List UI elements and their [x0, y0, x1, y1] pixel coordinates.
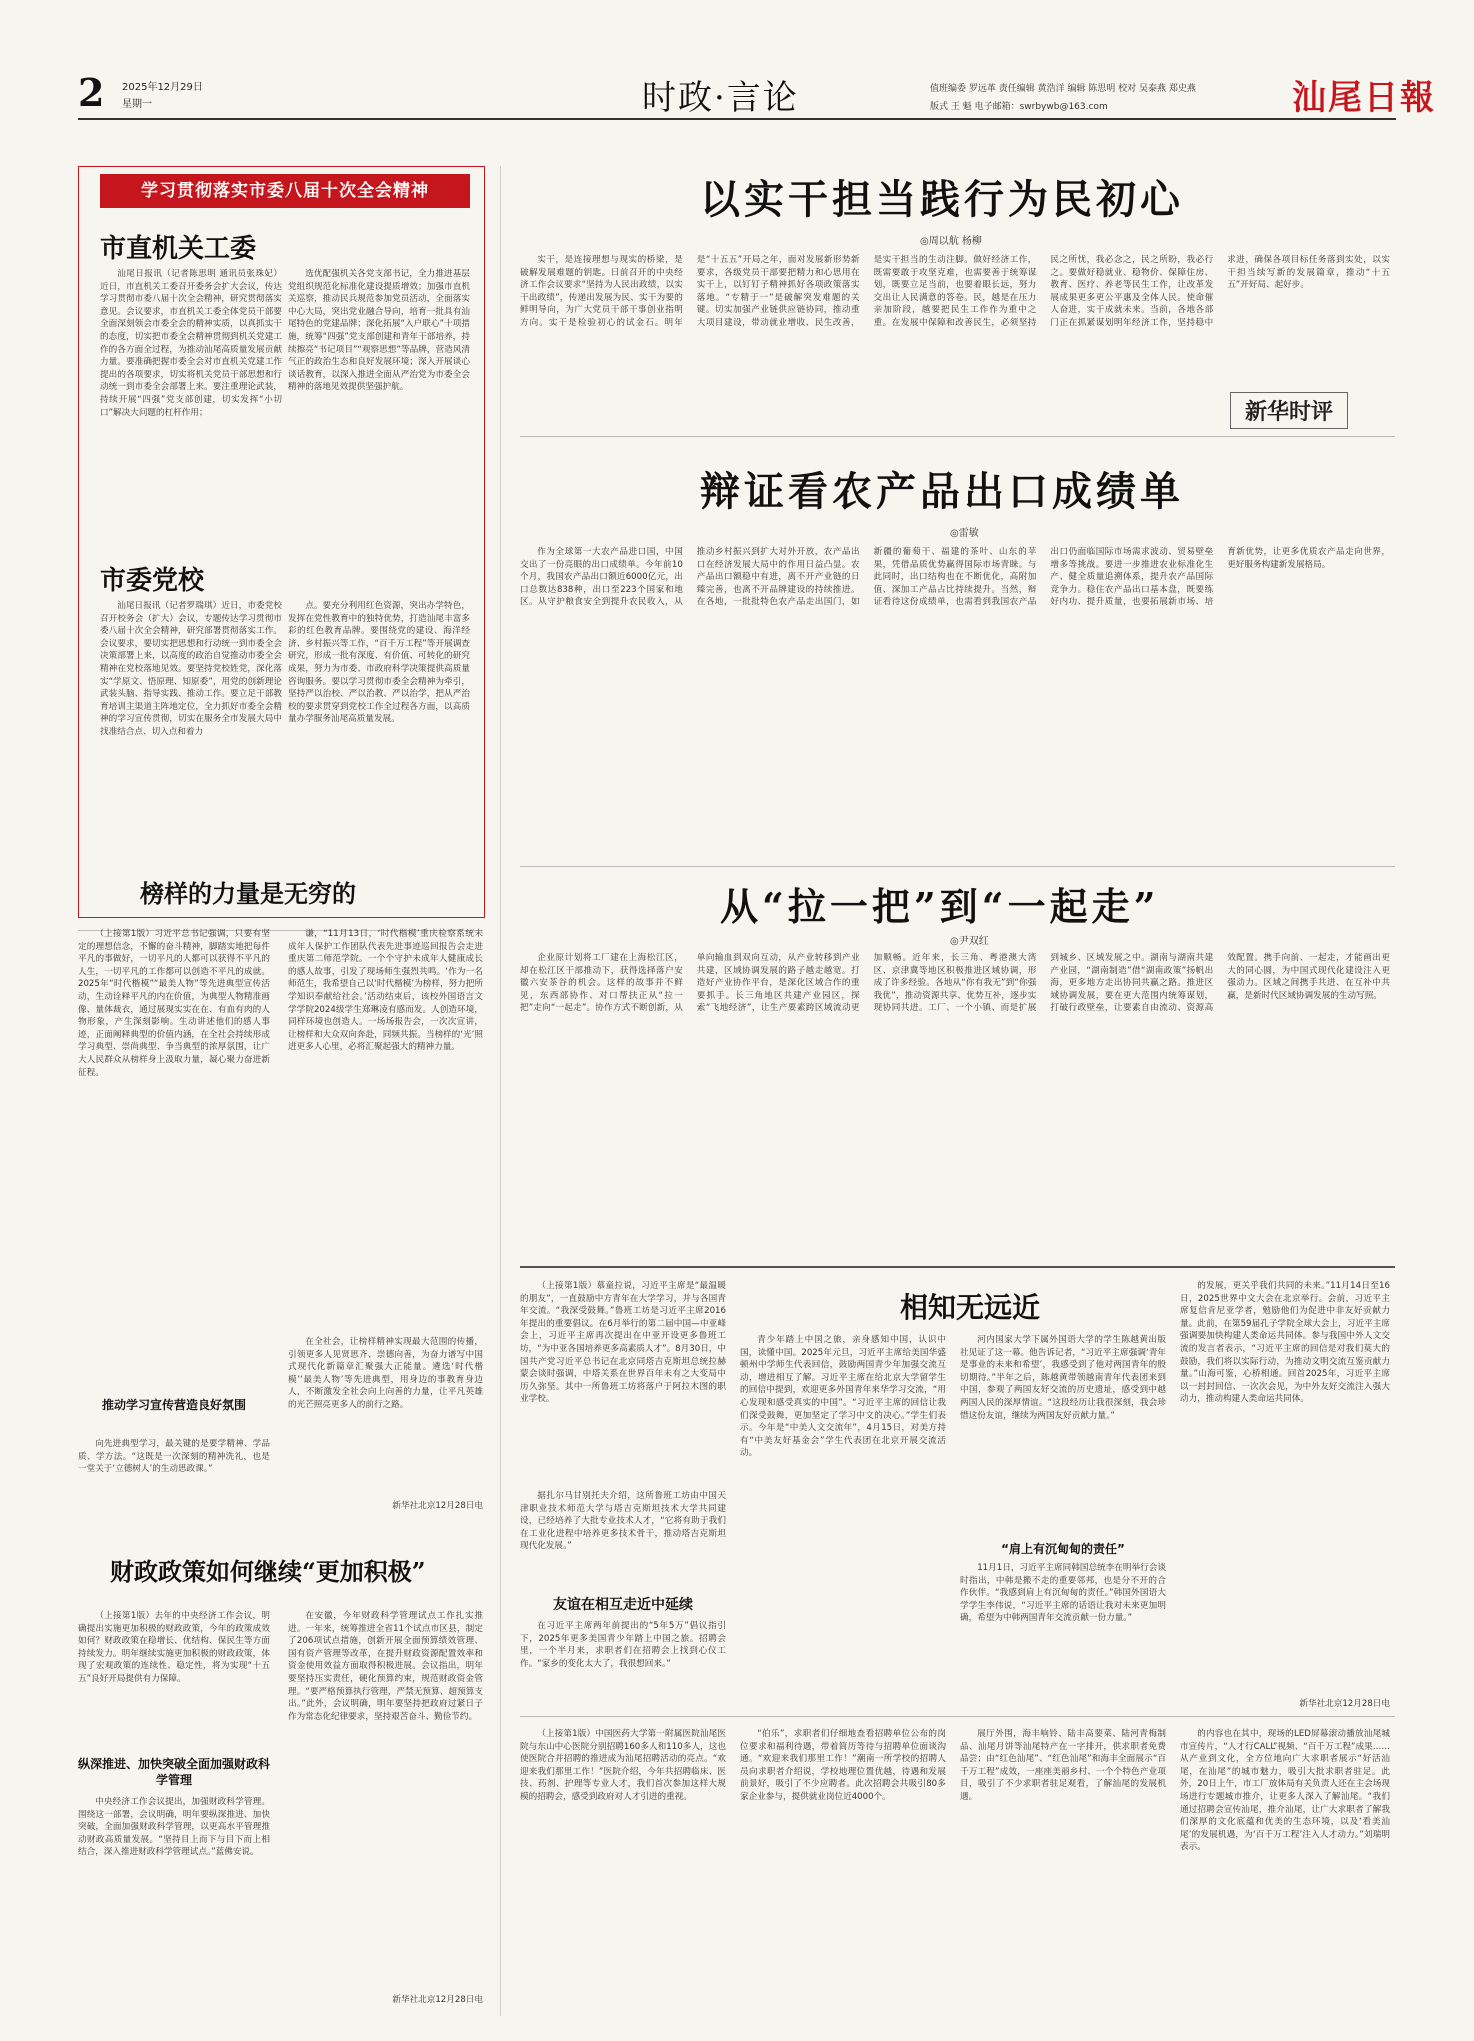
feature-banner: 学习贯彻落实市委八届十次全会精神	[100, 174, 470, 208]
commentary-byline-1: ◎周以航 杨柳	[920, 236, 982, 247]
divider	[520, 436, 1395, 437]
issue-date: 2025年12月29日	[122, 82, 203, 93]
article-bangyang-col1: （上接第1版）习近平总书记强调，只要有坚定的理想信念，不懈的奋斗精神，脚踏实地把每件平凡的事做好，一切平凡的人都可以获得不平凡的人生，一切平凡的工作都可以创造不平凡的成就。2025年“时代楷模”“最美人物”等先进典型宣传活动，生动诠释平凡的内在价值，为典型人物精准画像、量体裁衣，通过展现实实在在、有血有肉的人物形象，产生深刻影响。生动讲述他们的感人事迹，正面阐释典型的价值内涵，在全社会持续形成学习典型、崇尚典型、争当典型的浓厚氛围，让广大人民群众从榜样身上汲取力量，凝心聚力奋进新征程。	[78, 929, 270, 1078]
article-bangyang-col1b: 向先进典型学习，最关键的是要学精神、学品质、学方法。“这既是一次深刻的精神洗礼，也是一堂关于‘立德树人’的生动思政课。”	[78, 1439, 270, 1475]
editor-credits	[930, 80, 1270, 116]
credits-line-1: 值班编委 罗远革 责任编辑 黄浩洋 编辑 陈思明 校对 吴泰燕 郑史燕	[930, 84, 1196, 94]
article-caizheng-col2: 在安徽，今年财政科学管理试点工作扎实推进。一年来，统筹推进全省11个试点市区县，制定了206项试点措施，创新开展全面预算绩效管理、国有资产管理等改革，在提升财政资源配置效率和资金使用效益方面取得积极进展。会议指出，明年要坚持压实责任，硬化预算约束，规范财政资金管理。“要严格预算执行管理，严禁无预算、超预算支出。”此外，会议明确，明年要坚持把政府过紧日子作为常态化纪律要求，坚持艰苦奋斗、勤俭节约。	[288, 1611, 483, 1722]
article-dangxiao-col2: 点。要充分利用红色资源，突出办学特色，发挥在党性教育中的独特优势，打造汕尾丰富多彩的红色教育品牌。要围绕党的建设、海洋经济、乡村振兴等工作，“百千万工程”等开展调查研究，形成一批有深度、有价值、可转化的研究成果，努力为市委、市政府科学决策提供高质量咨询服务。要以学习贯彻市委全会精神为牵引，坚持严以治校、严以治教、严以治学，把从严治校的要求贯穿到党校工作全过程各方面，以高质量办学服务汕尾高质量发展。	[288, 601, 470, 725]
article-jiguan-col1: 汕尾日报讯（记者陈思明 通讯员张珠妃）近日，市直机关工委召开委务会扩大会议，传达学习贯彻市委八届十次全会精神，研究贯彻落实意见。会议要求，市直机关工委全体党员干部要全面深刻领会市委全会的精神实质，以真抓实干的态度，切实把市委全会精神贯彻到机关党建工作的各方面全过程，为推动汕尾高质量发展贡献力量。要准确把握市委全会对市直机关党建工作提出的各项要求，切实将机关党员干部思想和行动统一到市委全会部署上来。要注重理论武装，持续开展“四强”党支部创建，切实发挥“小切口”解决大问题的杠杆作用；	[100, 269, 282, 418]
article-caizheng-col1b: 中央经济工作会议提出，加强财政科学管理。围绕这一部署，会议明确，明年要纵深推进、加快突破，全面加强财政科学管理，以更高水平管理推动财政高质量发展。“坚持目上而下与目下而上相结合，深入推进财政科学管理试点。”蓝佛安说。	[78, 1797, 270, 1858]
xinhua-commentary-brand: 新华时评	[1230, 392, 1348, 429]
issue-weekday: 星期一	[122, 99, 152, 110]
section-title: 时政·言论	[642, 78, 799, 118]
commentary-title-1: 以实干担当践行为民初心	[700, 176, 1184, 223]
commentary-body-1: 实干，是连接理想与现实的桥梁，是破解发展难题的钥匙。日前召开的中央经济工作会议要求“坚持为人民出政绩，以实干出政绩”，传递出发展为民、实干为要的鲜明导向，为广大党员干部干事创业指明方向。实干是检验初心的试金石。明年是“十五五”开局之年，面对发展新形势新要求，各级党员干部要把精力和心思用在实干上，以钉钉子精神抓好各项政策落实落地。“专精于一”是破解突发难题的关键。切实加强产业链供应链协同，推动重大项目建设，带动就业增收、民生改善，是实干担当的生动注脚。做好经济工作，既需要敢于攻坚克难，也需要善于统筹谋划，既要立足当前，也要着眼长远，努力交出让人民满意的答卷。民，越是在压力亲加阶段，越要把民生工作作为重中之重。在发展中保障和改善民生，必须坚持民之所忧，我必念之，民之所盼，我必行之。要做好稳就业、稳物价、保障住房、教育、医疗、养老等民生工作，让改革发展成果更多更公平惠及全体人民。使命催人奋进，实干成就未来。当前，各地各部门正在抓紧谋划明年经济工作，坚持稳中求进，确保各项目标任务落到实处，以实干担当续写新的发展篇章，推动“十五五”开好局、起好步。	[520, 255, 1390, 328]
article-xiangzhi-col2: 青少年踏上中国之旅，亲身感知中国，认识中国，读懂中国。2025年元旦，习近平主席给美国华盛顿州中学师生代表回信，鼓励两国青少年加强交流互动，增进相互了解。习近平主席在给北京大学留学生的回信中提到，欢迎更多外国青年来华学习交流，“用心发现和感受真实的中国”。“习近平主席的回信让我们深受鼓舞，更加坚定了学习中文的决心。”学生们表示。今年是“中美人文交流年”，4月15日，对美方持有“中美友好基金会”学生代表团在北京开展交流活动。	[740, 1335, 946, 1459]
article-bangyang-col2: 谦，“11月13日，‘时代楷模’重庆检察系统未成年人保护工作团队代表先进事迹巡回报告会走进重庆第二师范学院。一个个守护未成年人健康成长的感人故事，引发了现场师生强烈共鸣。‘作为一名师范生，我希望自己以‘时代楷模’为榜样，努力把所学知识奉献给社会。’活动结束后，该校外国语言文学学院2024级学生郑琳凌有感而发。人创造环境，同样环境也创造人。一场场报告会，一次次宣讲，让榜样和大众双向奔赴，同频共振。当榜样的‘光’照进更多人心里，必将汇聚起强大的精神力量。	[288, 929, 483, 1053]
article-jiguan-col2: 选优配强机关各党支部书记，全力推进基层党组织规范化标准化建设提质增效；加强市直机关巡察，推动民兵规范参加党员活动，全面落实中心大局，突出党业融合导向，培育一批具有汕尾特色的党建品牌；深化拓展“入户联心”十项措施，统筹“四强”党支部创建和青年干部培养，持续擦亮“书记项目”“观察思想”等品牌，营造风清气正的政治生态和良好发展环境；深入开展谈心谈话教育，以深入推进全面从严治党为市委全会精神的落地见效提供坚强护航。	[288, 269, 470, 393]
article-xiangzhi-col4: 的发展，更关乎我们共同的未来。”11月14日至16日，2025世界中文大会在北京举行。会前，习近平主席复信肯尼亚学者，勉励他们为促进中非友好贡献力量。此前，在第59届孔子学院全球大会上，习近平主席强调要加快构建人类命运共同体。参与我国中外人文交流的发言者表示，“习近平主席的回信是对我们莫大的鼓励，我们将以实际行动，为推动文明交流互鉴贡献力量。”山海可鉴，心桥相通。回首2025年，习近平主席以一封封回信、一次次会见，为中外友好交流注入强大动力，推动构建人类命运共同体。	[1180, 1281, 1390, 1405]
article-zhaopin-col4: 的内容也在其中，现场的LED屏幕滚动播放汕尾城市宣传片，“人才行CALL”视频、“百千万工程”成果……从产业到文化，全方位地向广大求职者展示“好活汕尾，在汕尾”的城市魅力，吸引大批求职者驻足。此外，20日上午，市工厂放体局有关负责人还在主会场现场进行专题城市推介，让更多人深入了解汕尾。“我们通过招聘会宣传汕尾，推介汕尾，让广大求职者了解我们深厚的文化底蕴和优美的生态环境，以及‘看美汕尾’的发展机遇，为‘百千万工程’注入人才动力。”刘瑞明表示。	[1180, 1729, 1390, 1853]
article-bangyang-subhead: 推动学习宣传营造良好氛围	[101, 1398, 246, 1412]
article-zhaopin-col1: （上接第1版）中国医药大学第一附属医院汕尾医院与东山中心医院分别招聘160多人和110多人，这也使医院合并招聘的推进成为汕尾招聘活动的亮点。“欢迎来我们那里工作！”医院介绍，今年共招聘临床、医技、药剂、护理等专业人才，我们首次参加这样大规模的招聘会，感受到政府对人才引进的重视。	[520, 1729, 726, 1802]
article-zhaopin-col3: 展厅外围，海丰响铃、陆丰高要菜、陆河青梅制品、汕尾月饼等汕尾特产在一字排开，供求职者免费品尝；由“红色汕尾”、“红色汕尾”和海丰全面展示“百千万工程”成效，一座座美丽乡村、一个个特色产业项目，吸引了不少求职者驻足观看，了解汕尾的发展机遇。	[960, 1729, 1166, 1802]
page-number: 2	[78, 70, 105, 115]
column-divider	[500, 166, 501, 2016]
newspaper-logo: 汕尾日報	[1292, 78, 1436, 118]
article-bangyang-col3: 在全社会，让榜样精神实现最大范围的传播，引领更多人见贤思齐、崇德向善，为奋力谱写中国式现代化新篇章汇聚强大正能量。遴选‘时代楷模’‘最美人物’等先进典型，用身边的事教育身边人，不断激发全社会向上向善的力量，让平凡英雄的光芒照亮更多人的前行之路。	[288, 1337, 483, 1410]
commentary-title-2: 辩证看农产品出口成绩单	[700, 468, 1184, 515]
masthead-rule	[78, 118, 1396, 120]
article-xiangzhi-subhead: “肩上有沉甸甸的责任”	[1001, 1542, 1125, 1556]
article-dangxiao-col1: 汕尾日报讯（记者罗瑞琪）近日，市委党校召开校务会（扩大）会议，专题传达学习贯彻市委八届十次全会精神，研究部署贯彻落实工作。会议要求，要切实把思想和行动统一到市委全会决策部署上来，以高度的政治自觉推动市委全会精神在党校落地见效。要坚持党校姓党，深化落实“学原文、悟原理、知原委”，用党的创新理论武装头脑、指导实践、推动工作。要立足干部教育培训主渠道主阵地定位，全力抓好市委全会精神的学习宣传贯彻，切实在服务全市发展大局中找准结合点、切入点和着力	[100, 601, 282, 737]
divider	[520, 1716, 1395, 1717]
article-youyi-col1: 据扎尔马甘别托夫介绍，这所鲁班工坊由中国天津职业技术师范大学与塔吉克斯坦技术大学共同建设，已经培养了大批专业技术人才，“它将有助于我们在工业化进程中培养更多技术骨干，推动塔吉克斯坦现代化发展。”	[520, 1491, 726, 1552]
article-caizheng-sign: 新华社北京12月28日电	[392, 1995, 483, 2005]
commentary-title-3: 从“拉一把”到“一起走”	[720, 884, 1160, 929]
article-caizheng-col1: （上接第1版）去年的中央经济工作会议，明确提出实施更加积极的财政政策，今年的政策成效如何？财政政策在稳增长、优结构、保民生等方面持续发力。明年继续实施更加积极的财政政策，体现了宏观政策的连续性、稳定性，将为实现“十五五”良好开局提供有力保障。	[78, 1611, 270, 1684]
commentary-byline-2: ◎雷敏	[950, 528, 979, 539]
article-xiangzhi-col1: （上接第1版）慕童拉说，习近平主席是“最温暖的朋友”，一直鼓励中方青年在大学学习，并与各国青年交流。“我深受鼓舞。”鲁班工坊是习近平主席2016年提出的重要倡议。在6月举行的第二届中国—中亚峰会上，习近平主席再次提出在中亚开设更多鲁班工坊，“为中亚各国培养更多高素质人才”。8月30日，中国共产党习近平总书记在北京同塔吉克斯坦总统拉赫蒙会谈时强调，中塔关系在世界百年未有之大变局中历久弥坚。其中一所鲁班工坊将落户于阿拉木图的职业学校。	[520, 1281, 726, 1405]
divider	[520, 1266, 1395, 1268]
article-youyi-col2: 在习近平主席两年前提出的“5年5万”倡议指引下，2025年更多美国青少年踏上中国之旅。招聘会里，一个半月来，求职者们在招聘会上找到心仪工作。“家乡的变化太大了，我很想回来。”	[520, 1621, 726, 1669]
article-xiangzhi-col3b: 11月1日，习近平主席同韩国总统李在明举行会谈时指出，中韩是搬不走的重要邻邦，也是分不开的合作伙伴。“我感到肩上有沉甸甸的责任。”韩国外国语大学学生李伟说，“习近平主席的话语让我对未来更加明确，希望为中韩两国青年交流贡献一份力量。”	[960, 1563, 1166, 1624]
article-zhaopin-col2: “伯乐”，求职者们仔细地查看招聘单位公布的岗位要求和福利待遇，带着简历等待与招聘单位面谈沟通。“欢迎来我们那里工作！”潮南一所学校的招聘人员向求职者介绍说，学校地理位置优越，待遇和发展前景好，吸引了不少应聘者。此次招聘会共吸引80多家企业参与，提供就业岗位近4000个。	[740, 1729, 946, 1802]
article-caizheng-subhead: 纵深推进、加快突破全面加强财政科学管理	[78, 1757, 271, 1787]
article-title-jiguan: 市直机关工委	[100, 234, 257, 264]
divider	[520, 866, 1395, 867]
article-xiangzhi-sign: 新华社北京12月28日电	[1299, 1699, 1390, 1709]
article-title-bangyang: 榜样的力量是无穷的	[140, 879, 356, 908]
article-youyi-title: 友谊在相互走近中延续	[553, 1597, 693, 1613]
article-title-caizheng: 财政政策如何继续“更加积极”	[110, 1557, 426, 1586]
article-bangyang-sign: 新华社北京12月28日电	[392, 1501, 483, 1511]
commentary-body-3: 企业原计划将工厂建在上海松江区，却在松江区干部推动下，获得选择落户安徽六安茶谷的机会。这样的故事并不鲜见，东西部协作、对口帮扶正从“拉一把”走向“一起走”。协作方式不断创新，从单向输血到双向互动，从产业转移到产业共建，区域协调发展的路子越走越宽。打造好产业协作平台，是深化区域合作的重要抓手。长三角地区共建产业园区，探索“飞地经济”，让生产要素跨区域流动更加顺畅。近年来，长三角、粤港澳大湾区、京津冀等地区积极推进区域协调，形成了许多经验。各地从“你有我无”到“你强我优”，推动资源共享、优势互补，逐步实现协同共进。工厂、一个小镇、而是扩展到城乡、区域发展之中。湖南与湖南共建产业园，“湖南制造”借“湖南政策”扬帆出海，更多地方走出协同共赢之路。推进区域协调发展，要在更大范围内统筹谋划，打破行政壁垒，让要素自由流动、资源高效配置。携手向前、一起走，才能画出更大的同心圆，为中国式现代化建设注入更强动力。区域之间携手共进、在互补中共赢，是新时代区域协调发展的生动写照。	[520, 953, 1390, 1014]
article-title-xiangzhi: 相知无远近	[900, 1291, 1041, 1324]
commentary-body-2: 作为全球第一大农产品进口国，中国交出了一份亮眼的出口成绩单。今年前10个月，我国农产品出口额近6000亿元，出口总数达838种，出口至223个国家和地区。从守护粮食安全到提升农民收入，从推动乡村振兴到扩大对外开放，农产品出口在经济发展大局中的作用日益凸显。农产品出口额稳中有进，离不开产业链的日臻完善，也离不开品牌建设的持续推进。在各地，一批批特色农产品走出国门，如新疆的葡萄干、福建的茶叶、山东的苹果，凭借品质优势赢得国际市场青睐。与此同时，出口结构也在不断优化，高附加值、深加工产品占比持续提升。当然，辩证看待这份成绩单，也需看到我国农产品出口仍面临国际市场需求波动、贸易壁垒增多等挑战。要进一步推进农业标准化生产、健全质量追溯体系，提升农产品国际竞争力。稳住农产品出口基本盘，既要练好内功、提升质量，也要拓展新市场、培育新优势，让更多优质农产品走向世界，更好服务构建新发展格局。	[520, 547, 1390, 608]
credits-line-2: 版式 王 魁 电子邮箱：swrbywb@163.com	[930, 102, 1108, 112]
article-title-dangxiao: 市委党校	[100, 566, 205, 596]
commentary-byline-3: ◎尹双红	[950, 936, 989, 947]
article-xiangzhi-col3: 河内国家大学下属外国语大学的学生陈越黄出版社见证了这一幕。他告诉记者，“习近平主席强调‘青年是事业的未来和希望’，我感受到了他对两国青年的殷切期待。”半年之后，陈越黄带领越南青年代表团来到中国，参观了两国友好交流的历史遗址，感受到中越两国人民的深厚情谊。“这段经历让我很深刻，我会珍惜这份友谊，继续为两国友好贡献力量。”	[960, 1335, 1166, 1421]
